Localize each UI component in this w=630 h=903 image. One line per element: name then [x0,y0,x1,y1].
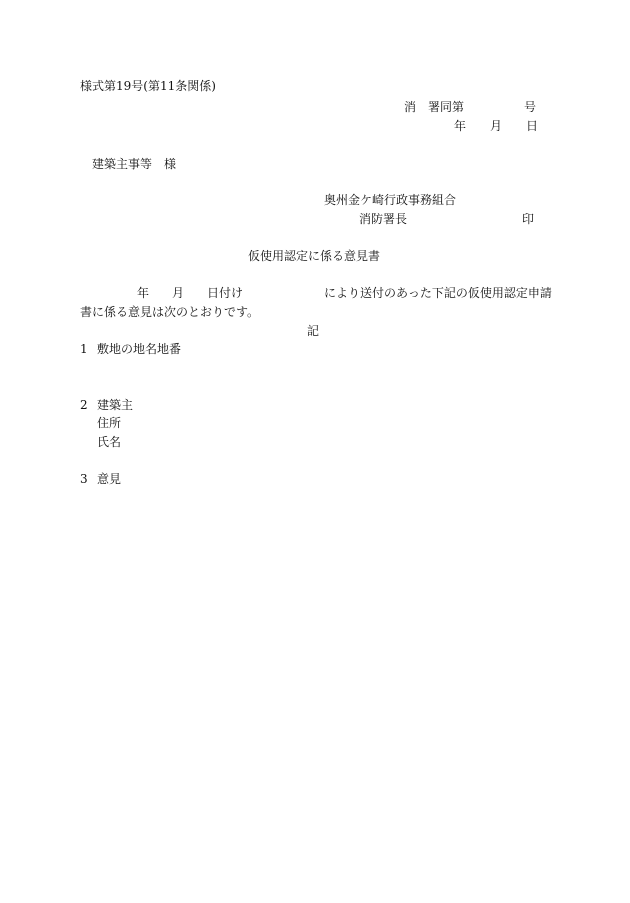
body-day: 日付け [207,286,244,300]
body-year: 年 [137,286,150,300]
item-1-label: 敷地の地名地番 [97,342,182,356]
issuer-title: 消防署長 [359,212,408,226]
seal-mark: 印 [522,212,535,226]
addressee: 建築主事等 様 [92,157,177,171]
document-title: 仮使用認定に係る意見書 [248,249,381,263]
item-2-label: 建築主 [97,398,134,412]
item-2-name: 氏名 [97,435,122,449]
item-3-label: 意見 [97,472,122,486]
body-line2: 書に係る意見は次のとおりです。 [80,305,260,319]
item-3-number: 3 [80,472,88,486]
date-line: 年 月 日 [454,119,539,133]
item-1-number: 1 [80,342,88,356]
item-2-number: 2 [80,398,88,412]
issuer-organization: 奥州金ケ崎行政事務組合 [324,193,457,207]
body-line1: により送付のあった下記の仮使用認定申請 [324,286,552,300]
form-number: 様式第19号(第11条関係) [80,79,216,93]
ki-heading: 記 [307,324,320,338]
body-month: 月 [172,286,185,300]
reference-number: 消 署同第 号 [404,100,537,114]
item-2-address: 住所 [97,416,122,430]
